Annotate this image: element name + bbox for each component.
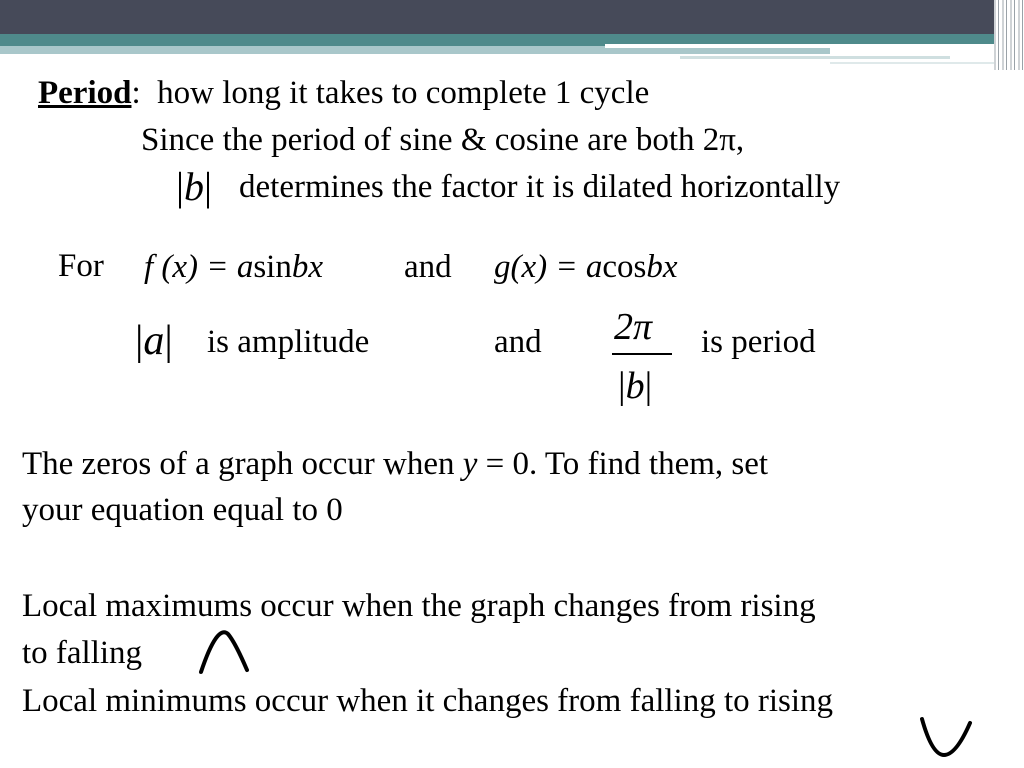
formula-g: g(x) = acosbx [494, 249, 678, 285]
zeros-line-2: your equation equal to 0 [22, 492, 343, 528]
header-accent-line [680, 56, 950, 59]
period-description: how long it takes to complete 1 cycle [157, 75, 650, 111]
period-text: is period [701, 324, 816, 360]
header-accent-line [605, 44, 1005, 48]
maximums-line-1: Local maximums occur when the graph changes from rising [22, 588, 816, 624]
zeros-variable: y [462, 446, 478, 482]
header-corner-stripes [994, 0, 1024, 70]
dilation-text: determines the factor it is dilated horizontally [239, 169, 841, 205]
fraction-numerator: 2π [614, 306, 653, 348]
zeros-line-1: The zeros of a graph occur when y = 0. To find them, set [22, 446, 769, 482]
period-colon: : [131, 75, 141, 111]
amplitude-text: is amplitude [207, 324, 370, 360]
and-label-1: and [404, 249, 452, 285]
minimums-line: Local minimums occur when it changes from falling to rising [22, 683, 834, 719]
local-minimum-arc-icon [918, 715, 978, 760]
formula-f: f (x) = asinbx [144, 249, 323, 285]
b-absolute-value: |b| [176, 164, 213, 209]
header-dark-band [0, 0, 1024, 34]
header-accent-line [830, 62, 1010, 64]
maximums-line-2: to falling [22, 635, 143, 671]
since-line: Since the period of sine & cosine are both 2π, [141, 122, 745, 158]
and-label-2: and [494, 324, 542, 360]
period-title: Period [38, 75, 132, 111]
fraction-bar [612, 353, 672, 355]
a-absolute-value: |a| [135, 318, 173, 364]
fraction-denominator: |b| [618, 365, 653, 407]
for-label: For [58, 248, 104, 284]
local-maximum-arc-icon [195, 630, 255, 675]
period-heading-line [38, 77, 649, 110]
